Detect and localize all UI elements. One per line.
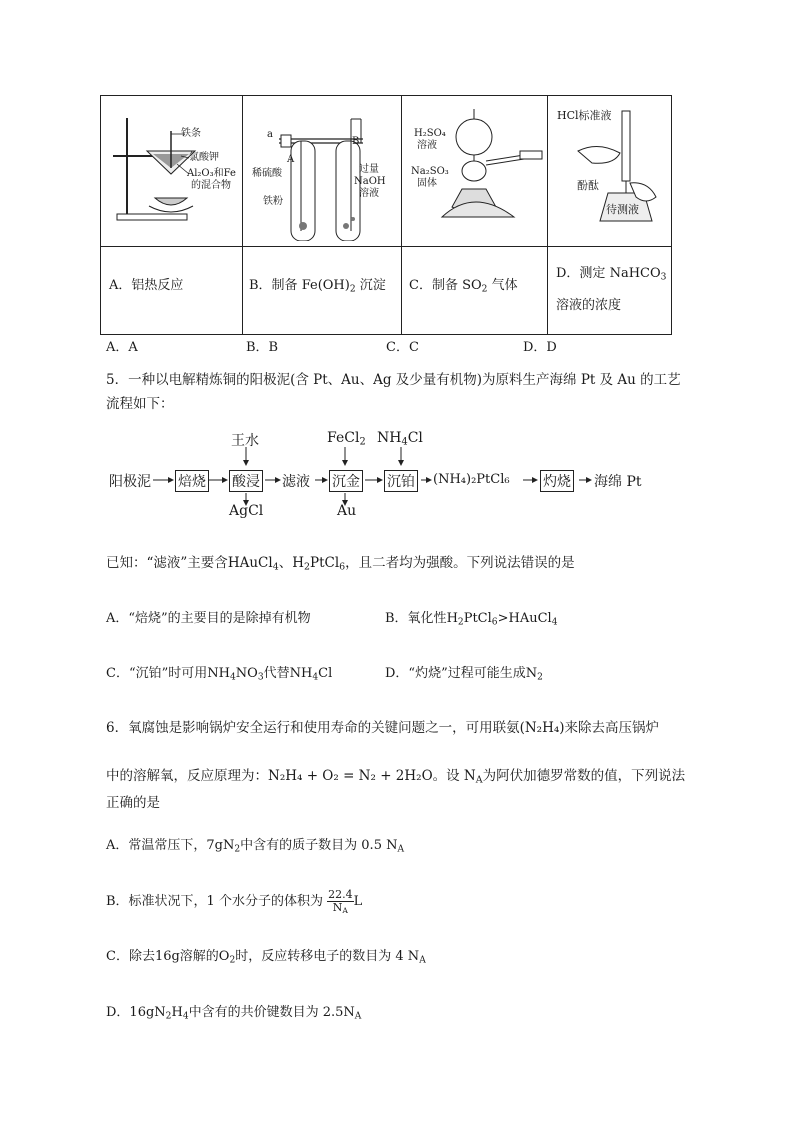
q5-option-b[interactable]: B．氧化性$H_2PtCl_6>HAuCl_4$: [385, 611, 558, 628]
label-a-valve: a: [267, 129, 273, 140]
titration-drawing: [548, 101, 670, 241]
process-flowchart: [105, 425, 665, 525]
label-test-solution: 待测液: [606, 203, 639, 216]
q5-stem-line2: 流程如下：: [106, 396, 174, 412]
option-a-label: A．铝热反应: [109, 278, 184, 293]
node-sink-gold: 沉金: [329, 470, 363, 492]
answer-d[interactable]: D．D: [523, 340, 557, 355]
node-fecl2: FeCl$_2$: [327, 430, 366, 448]
q6-option-b[interactable]: B．标准状况下，1 个水分子的体积为 $\frac{22.4}{N_A}$ L: [106, 888, 363, 915]
label-hcl-standard: HCl标准液: [557, 109, 612, 122]
node-sponge-platinum: 海绵 Pt: [594, 474, 642, 490]
fraction: $\frac{22.4}{N_A}$: [328, 888, 353, 915]
option-b-label: B．制备 $Fe(OH)_2$ 沉淀: [249, 278, 386, 295]
q5-option-a[interactable]: A．“焙烧”的主要目的是除掉有机物: [106, 611, 311, 626]
q6-option-d[interactable]: D．$16gN_2H_4$中含有的共价键数目为 $2.5N_A$: [106, 1005, 362, 1022]
node-agcl: AgCl: [229, 503, 264, 519]
q5-option-d[interactable]: D．“灼烧”过程可能生成$N_2$: [385, 666, 543, 683]
label-iron-powder: 铁粉: [263, 196, 283, 207]
node-aqua-regia: 王水: [231, 433, 259, 449]
label-c-solution: 溶液: [417, 140, 437, 151]
label-phenolphthalein: 酚酞: [577, 179, 599, 192]
q6-stem-line1: 6．氧腐蚀是影响锅炉安全运行和使用寿命的关键问题之一，可用联氨(N₂H₄)来除去高压锅炉: [106, 720, 660, 736]
answer-a[interactable]: A．A: [106, 340, 138, 355]
node-filtrate: 滤液: [282, 474, 310, 490]
node-acid-leach: 酸浸: [229, 470, 263, 492]
label-dilute-acid: 稀硫酸: [252, 168, 282, 179]
apparatus-table: [100, 95, 672, 335]
option-d-label: D．测定 NaHCO$_3$: [556, 266, 667, 283]
node-calcine: 灼烧: [540, 470, 574, 492]
q5-known: 已知：“滤液”主要含HAuCl$_4$、$H_2PtCl_6$，且二者均为强酸。下列说法错误的是: [106, 555, 575, 573]
q6-stem-line3: 正确的是: [106, 795, 160, 811]
label-tube-b: B: [352, 136, 360, 147]
node-nh4cl: $NH_4Cl$: [377, 430, 423, 448]
label-tube-a: A: [287, 154, 295, 165]
label-kclo3: 氯酸钾: [189, 152, 219, 163]
label-mixture-1: Al₂O₃和Fe: [187, 168, 236, 179]
label-solid: 固体: [417, 178, 437, 189]
node-roast: 焙烧: [175, 470, 209, 492]
node-ammonium-hexachloroplatinate: (NH₄)₂PtCl₆: [433, 472, 510, 487]
node-sink-platinum: 沉铂: [384, 470, 418, 492]
q5-stem-line1: 5．一种以电解精炼铜的阳极泥(含 Pt、Au、Ag 及少量有机物)为原料生产海绵 Pt 及 Au 的工艺: [106, 372, 681, 388]
label-excess: 过量: [359, 164, 379, 175]
q6-option-c[interactable]: C．除去16g溶解的$O_2$时，反应转移电子的数目为 4 $N_A$: [106, 949, 426, 966]
label-naoh: NaOH: [354, 176, 386, 187]
option-c-label: C．制备 $SO_2$ 气体: [409, 278, 518, 295]
table-divider: [101, 246, 671, 247]
label-iron-strip: 铁条: [181, 128, 201, 139]
label-na2so3: Na₂SO₃: [411, 166, 449, 177]
label-mixture-2: 的混合物: [191, 180, 231, 191]
q6-stem-line2: 中的溶解氧，反应原理为：N₂H₄ + O₂ = N₂ + 2H₂O。设 $N_A$为阿伏加德罗常数的值，下列说法: [106, 768, 686, 786]
option-d-label-line2: 溶液的浓度: [556, 298, 622, 313]
answer-b[interactable]: B．B: [246, 340, 279, 355]
q6-option-a[interactable]: A．常温常压下，$7gN_2$中含有的质子数目为 0.5 $N_A$: [106, 838, 405, 855]
node-anode-mud: 阳极泥: [109, 474, 151, 490]
node-gold: Au: [337, 503, 357, 519]
label-h2so4: H₂SO₄: [414, 128, 446, 139]
q5-option-c[interactable]: C．“沉铂”时可用$NH_4NO_3$代替$NH_4Cl$: [106, 666, 333, 683]
label-solution: 溶液: [359, 188, 379, 199]
answer-c[interactable]: C．C: [386, 340, 419, 355]
